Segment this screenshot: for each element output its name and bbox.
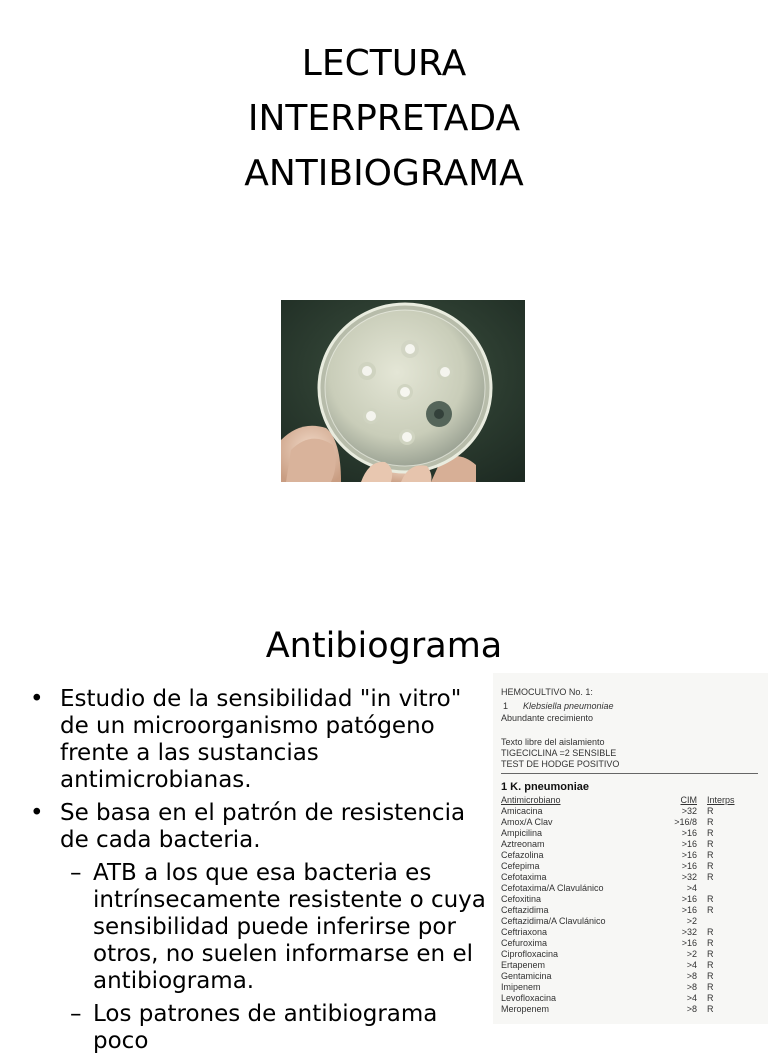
col-cim: CIM	[680, 795, 697, 805]
petri-dish-photo	[281, 300, 525, 482]
interp-value: R	[707, 894, 714, 904]
table-row	[501, 949, 761, 960]
interp-value: R	[707, 828, 714, 838]
cim-value: >32	[681, 927, 697, 937]
sub-bullet-item	[30, 860, 488, 995]
table-row	[501, 905, 761, 916]
interp-value: R	[707, 971, 714, 981]
cim-value: >32	[681, 872, 697, 882]
interp-value: R	[707, 960, 714, 970]
free-text-line-1: TIGECICLINA =2 SENSIBLE	[501, 748, 617, 758]
slide2-title: Antibiograma	[265, 626, 503, 666]
growth-text: Abundante crecimiento	[501, 713, 594, 723]
antimicrobial-name: Ampicilina	[501, 828, 543, 838]
cim-value: >32	[681, 806, 697, 816]
interp-value: R	[707, 993, 714, 1003]
interp-value: R	[707, 1004, 714, 1014]
table-row	[501, 960, 761, 971]
antimicrobial-name: Cefotaxima	[501, 872, 547, 882]
table-row	[501, 971, 761, 982]
report-header: HEMOCULTIVO No. 1:	[501, 687, 593, 697]
cim-value: >8	[686, 971, 697, 981]
bullet-item	[30, 800, 488, 854]
table-row	[501, 927, 761, 938]
antimicrobial-name: Amox/A Clav	[501, 817, 553, 827]
cim-value: >2	[686, 916, 697, 926]
sub-bullet-text: Los patrones de antibiograma poco	[93, 1001, 438, 1054]
cim-value: >16	[681, 894, 697, 904]
interp-value: R	[707, 905, 714, 915]
dash-icon: –	[70, 860, 82, 886]
antimicrobial-name: Cefazolina	[501, 850, 544, 860]
antimicrobial-name: Aztreonam	[501, 839, 545, 849]
table-row	[501, 872, 761, 883]
table-row	[501, 839, 761, 850]
interp-value: R	[707, 872, 714, 882]
table-row	[501, 982, 761, 993]
cim-value: >16	[681, 828, 697, 838]
cim-value: >16	[681, 839, 697, 849]
interp-value: R	[707, 982, 714, 992]
table-row	[501, 850, 761, 861]
cim-value: >4	[686, 993, 697, 1003]
interp-value: R	[707, 817, 714, 827]
interp-value: R	[707, 938, 714, 948]
table-row	[501, 828, 761, 839]
table-header	[501, 795, 761, 806]
cim-value: >16/8	[674, 817, 697, 827]
free-text-label: Texto libre del aislamiento	[501, 737, 605, 747]
table-row	[501, 1004, 761, 1015]
table-row	[501, 883, 761, 894]
cim-value: >8	[686, 982, 697, 992]
cim-value: >16	[681, 938, 697, 948]
bullet-item	[30, 686, 488, 794]
organism-heading: 1 K. pneumoniae	[501, 781, 590, 793]
antimicrobial-name: Amicacina	[501, 806, 543, 816]
table-row	[501, 916, 761, 927]
antimicrobial-name: Ertapenem	[501, 960, 546, 970]
table-row	[501, 806, 761, 817]
lab-report-excerpt	[493, 673, 768, 1024]
col-antimicrobial: Antimicrobiano	[501, 795, 561, 805]
antimicrobial-name: Meropenem	[501, 1004, 550, 1014]
antimicrobial-name: Ceftazidima/A Clavulánico	[501, 916, 606, 926]
bullet-dot-icon: •	[30, 800, 44, 826]
table-row	[501, 993, 761, 1004]
slide1-title	[0, 36, 768, 201]
table-row	[501, 861, 761, 872]
table-row	[501, 938, 761, 949]
antimicrobial-name: Cefepima	[501, 861, 540, 871]
antimicrobial-name: Ceftazidima	[501, 905, 549, 915]
interp-value: R	[707, 806, 714, 816]
col-interp: Interps	[707, 795, 735, 805]
isolate-name: Klebsiella pneumoniae	[523, 701, 614, 711]
interp-value: R	[707, 850, 714, 860]
cim-value: >8	[686, 1004, 697, 1014]
isolate-number: 1	[503, 701, 509, 711]
cim-value: >16	[681, 905, 697, 915]
antimicrobial-name: Gentamicina	[501, 971, 552, 981]
cim-value: >2	[686, 949, 697, 959]
table-row	[501, 817, 761, 828]
divider	[501, 773, 758, 774]
antimicrobial-name: Cefoxitina	[501, 894, 542, 904]
antimicrobial-name: Cefotaxima/A Clavulánico	[501, 883, 604, 893]
table-row	[501, 894, 761, 905]
antimicrobial-name: Ceftriaxona	[501, 927, 548, 937]
bullet-text: Estudio de la sensibilidad "in vitro" de un microorganismo patógeno frente a las sustancias antimicrobianas.	[60, 686, 462, 793]
antimicrobial-name: Ciprofloxacina	[501, 949, 559, 959]
cim-value: >4	[686, 883, 697, 893]
antimicrobial-name: Cefuroxima	[501, 938, 548, 948]
interp-value: R	[707, 927, 714, 937]
bullet-dot-icon: •	[30, 686, 44, 712]
antimicrobial-name: Levofloxacina	[501, 993, 557, 1003]
cim-value: >4	[686, 960, 697, 970]
cim-value: >16	[681, 850, 697, 860]
interp-value: R	[707, 839, 714, 849]
title-line-1: LECTURA	[301, 43, 467, 84]
interp-value: R	[707, 949, 714, 959]
bullet-list	[30, 686, 488, 1061]
bullet-text: Se basa en el patrón de resistencia de cada bacteria.	[60, 800, 466, 853]
title-line-2: INTERPRETADA	[247, 98, 521, 139]
sub-bullet-text: ATB a los que esa bacteria es intrínsecamente resistente o cuya sensibilidad puede inferirse por otros, no suelen informarse en el antibiograma.	[93, 860, 486, 994]
free-text-line-2: TEST DE HODGE POSITIVO	[501, 759, 620, 769]
title-line-3: ANTIBIOGRAMA	[244, 153, 524, 194]
dash-icon: –	[70, 1001, 82, 1027]
sub-bullet-item	[30, 1001, 488, 1055]
cim-value: >16	[681, 861, 697, 871]
antimicrobial-name: Imipenem	[501, 982, 541, 992]
interp-value: R	[707, 861, 714, 871]
